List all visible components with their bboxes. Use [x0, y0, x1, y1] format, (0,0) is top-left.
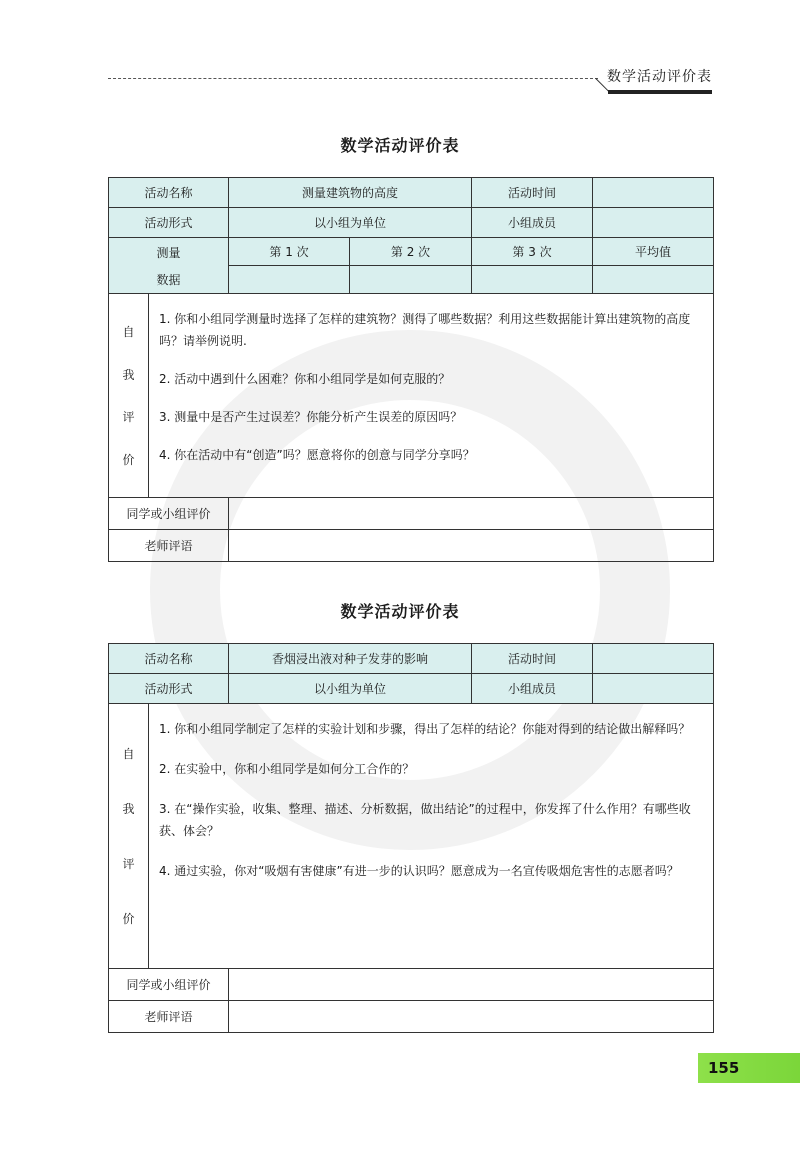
measurement-col-1: 第 1 次: [229, 238, 350, 266]
self-eval-char: 我: [122, 367, 135, 382]
self-eval-char: 自: [122, 325, 135, 340]
table1-title: 数学活动评价表: [340, 136, 460, 155]
self-evaluation-label: [109, 704, 149, 969]
teacher-comment-value[interactable]: [229, 1001, 714, 1033]
question-item: 1. 你和小组同学测量时选择了怎样的建筑物？测得了哪些数据？利用这些数据能计算出建筑物的高度吗？请举例说明.: [159, 312, 691, 348]
activity-time-value[interactable]: [593, 178, 714, 208]
measurement-value-2[interactable]: [350, 266, 472, 294]
peer-evaluation-value[interactable]: [229, 969, 714, 1001]
activity-name-value: 测量建筑物的高度: [229, 178, 472, 208]
self-evaluation-label: [109, 294, 149, 498]
measurement-data-label-line2: 数据: [156, 272, 181, 287]
group-members-label: 小组成员: [472, 674, 593, 704]
measurement-value-average[interactable]: [593, 266, 714, 294]
question-item: 1. 你和小组同学制定了怎样的实验计划和步骤，得出了怎样的结论？你能对得到的结论做出解释吗？: [159, 722, 691, 736]
group-members-value[interactable]: [593, 208, 714, 238]
question-item: 2. 在实验中，你和小组同学是如何分工合作的？: [159, 762, 415, 776]
teacher-comment-label: 老师评语: [109, 530, 229, 562]
activity-time-label: 活动时间: [472, 644, 593, 674]
measurement-col-average: 平均值: [593, 238, 714, 266]
activity-time-value[interactable]: [593, 644, 714, 674]
self-eval-char: 我: [122, 802, 135, 816]
question-item: 3. 测量中是否产生过误差？你能分析产生误差的原因吗？: [159, 410, 463, 424]
measurement-col-2: 第 2 次: [350, 238, 472, 266]
question-item: 2. 活动中遇到什么困难？你和小组同学是如何克服的？: [159, 372, 451, 386]
self-evaluation-questions: [149, 294, 714, 498]
measurement-data-label-line1: 测量: [156, 245, 181, 260]
activity-name-label: 活动名称: [109, 178, 229, 208]
question-item: 4. 通过实验，你对“吸烟有害健康”有进一步的认识吗？愿意成为一名宣传吸烟危害性的志愿者吗？: [159, 864, 679, 878]
measurement-value-1[interactable]: [229, 266, 350, 294]
activity-name-label: 活动名称: [109, 644, 229, 674]
page-number-badge: [698, 1053, 800, 1083]
self-eval-char: 评: [122, 410, 135, 425]
activity-name-value: 香烟浸出液对种子发芽的影响: [229, 644, 472, 674]
evaluation-table-1: [108, 177, 714, 562]
group-members-label: 小组成员: [472, 208, 593, 238]
measurement-data-label: [109, 238, 229, 294]
question-item: 4. 你在活动中有“创造”吗？愿意将你的创意与同学分享吗？: [159, 448, 475, 462]
teacher-comment-label: 老师评语: [109, 1001, 229, 1033]
activity-form-label: 活动形式: [109, 208, 229, 238]
peer-evaluation-label: 同学或小组评价: [109, 498, 229, 530]
peer-evaluation-label: 同学或小组评价: [109, 969, 229, 1001]
peer-evaluation-value[interactable]: [229, 498, 714, 530]
self-eval-char: 价: [122, 912, 135, 926]
self-evaluation-questions: [149, 704, 714, 969]
group-members-value[interactable]: [593, 674, 714, 704]
table2-title: 数学活动评价表: [340, 602, 460, 621]
self-eval-char: 自: [122, 747, 135, 761]
activity-form-value: 以小组为单位: [229, 208, 472, 238]
question-item: 3. 在“操作实验，收集、整理、描述、分析数据，做出结论”的过程中，你发挥了什么作用？有哪些收获、体会？: [159, 802, 691, 838]
activity-form-label: 活动形式: [109, 674, 229, 704]
page-number: 155: [708, 1059, 740, 1077]
teacher-comment-value[interactable]: [229, 530, 714, 562]
activity-time-label: 活动时间: [472, 178, 593, 208]
evaluation-table-2: [108, 643, 714, 1033]
activity-form-value: 以小组为单位: [229, 674, 472, 704]
header-dashed-rule: [108, 78, 598, 79]
self-eval-char: 价: [122, 452, 135, 467]
header-underline-bar: [608, 90, 712, 94]
self-eval-char: 评: [122, 857, 135, 871]
measurement-value-3[interactable]: [472, 266, 593, 294]
measurement-col-3: 第 3 次: [472, 238, 593, 266]
running-header-title: 数学活动评价表: [607, 69, 712, 85]
